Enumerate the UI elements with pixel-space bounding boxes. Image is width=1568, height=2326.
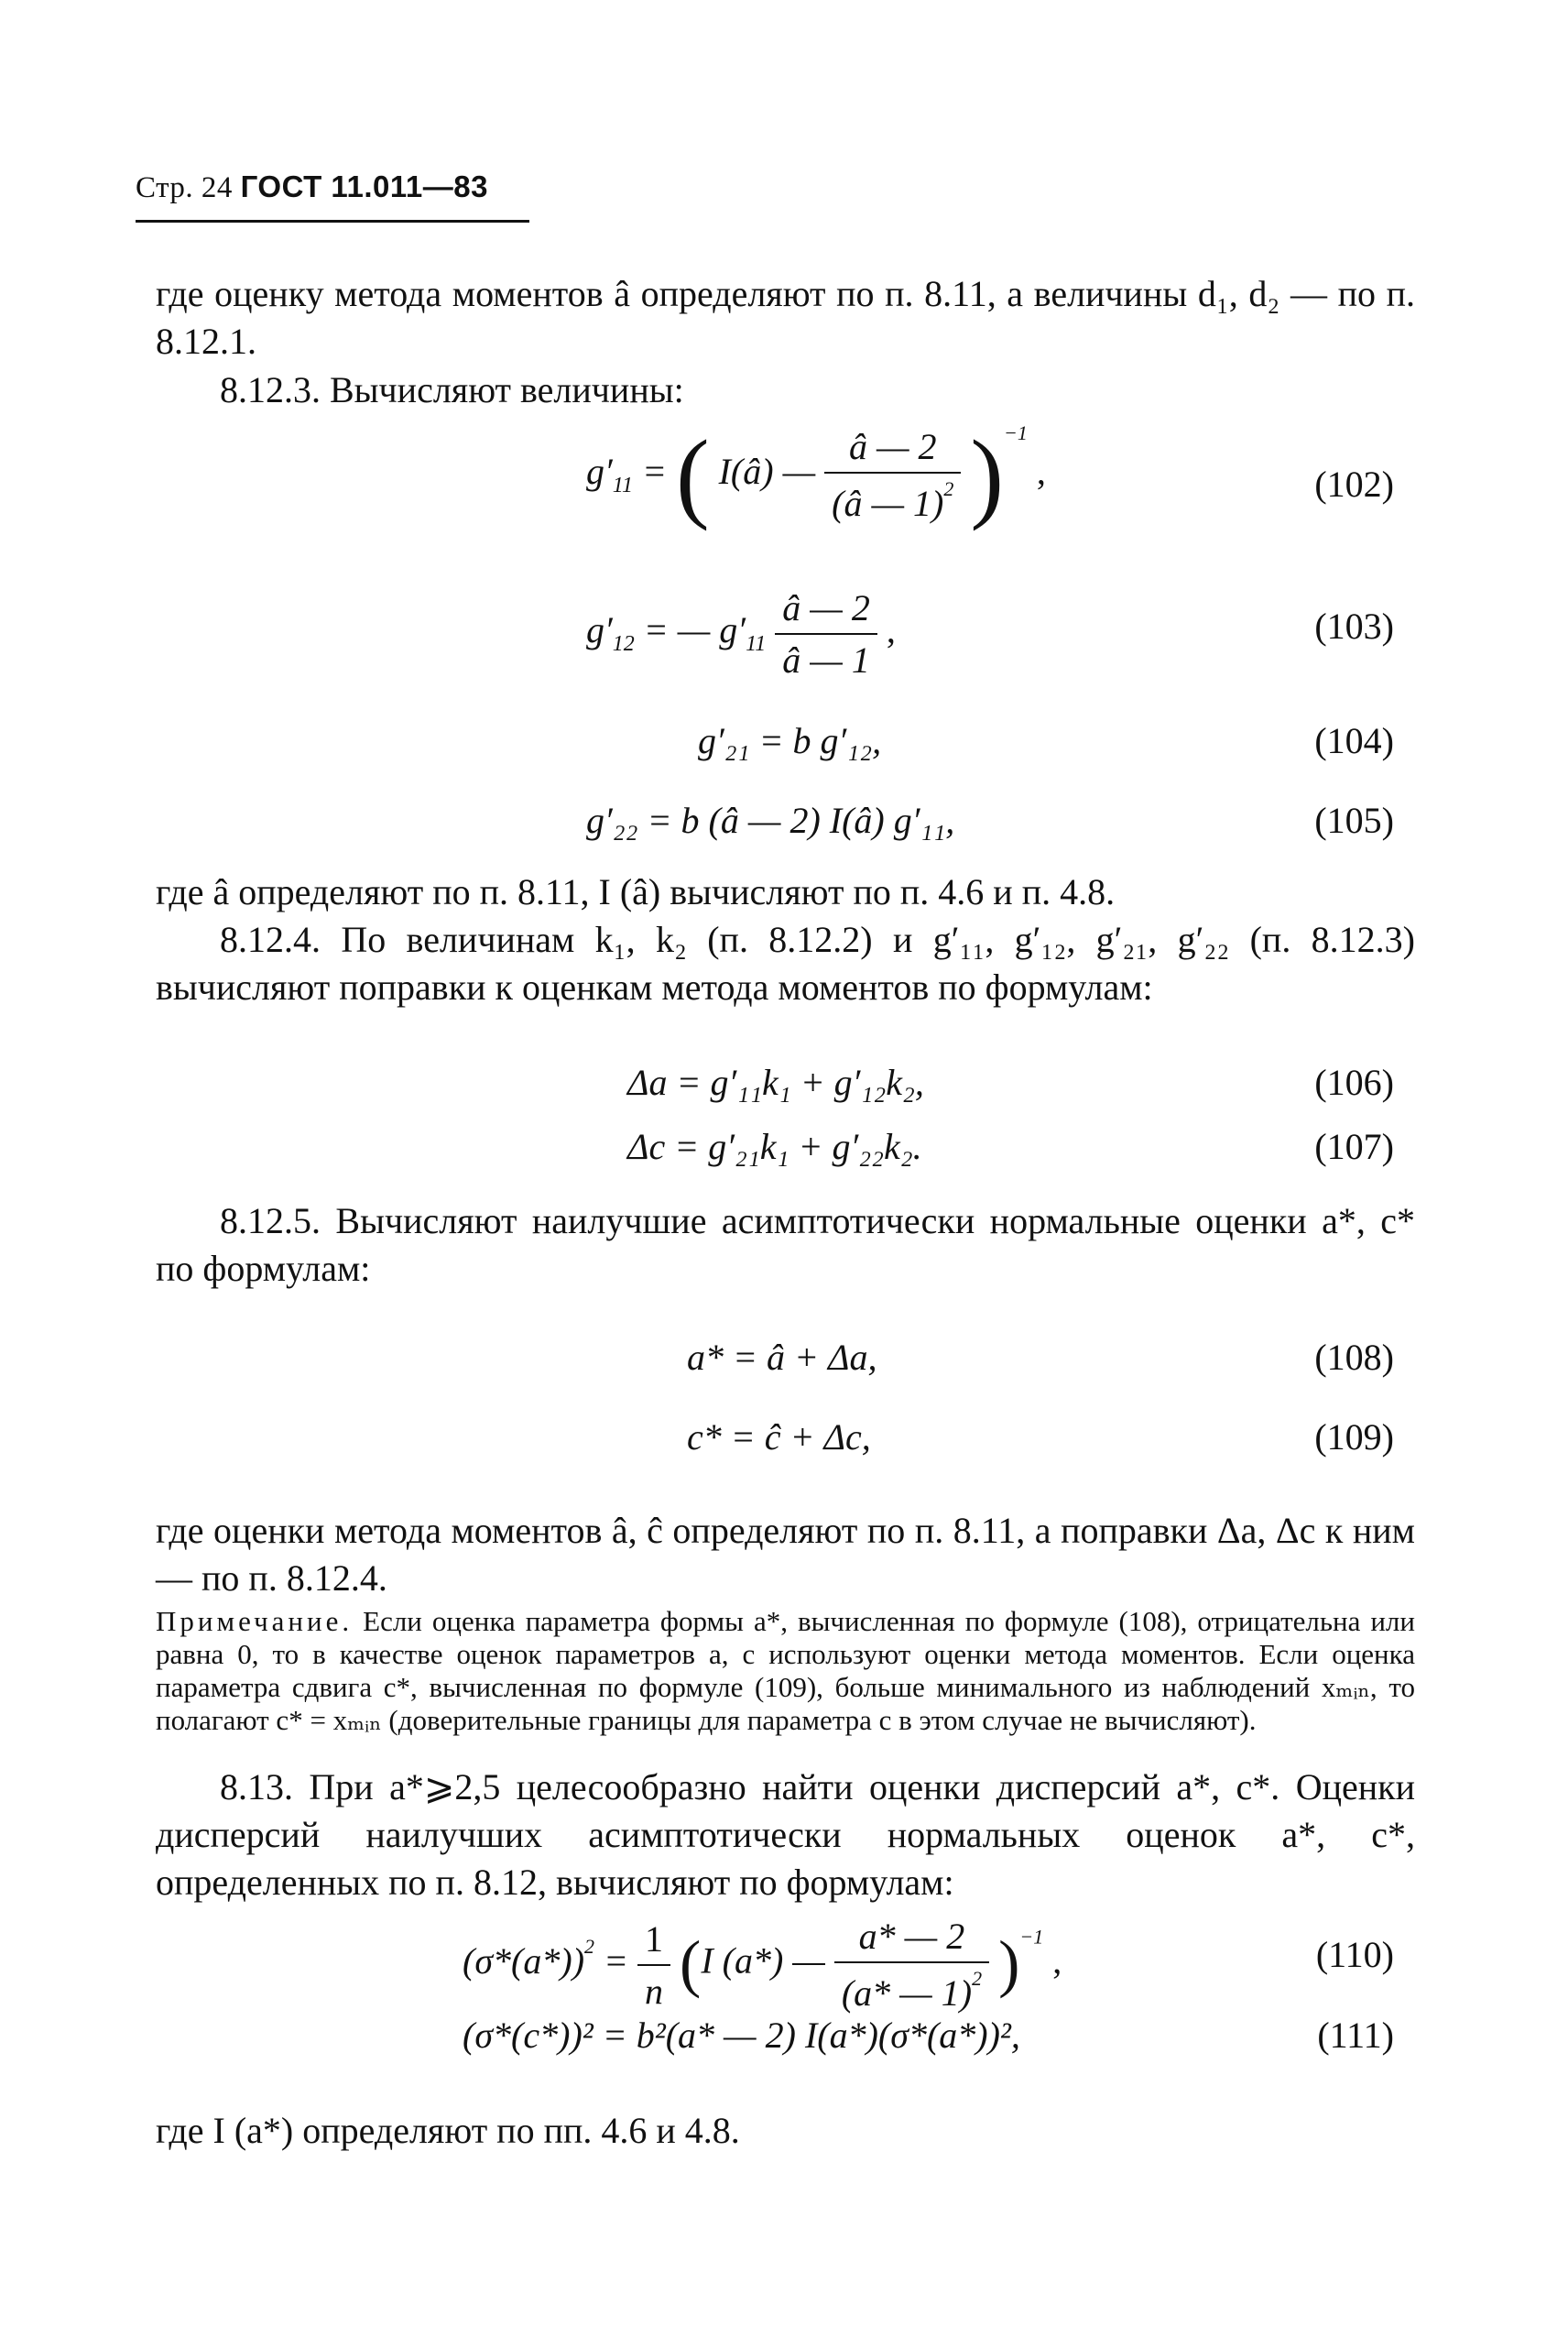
note-label: Примечание.	[156, 1605, 354, 1637]
paragraph-text: где I (a*) определяют по пп. 4.6 и 4.8.	[156, 2110, 740, 2151]
equation-number-105: (105)	[1314, 800, 1394, 841]
formula-109: c* = ĉ + Δc,	[687, 1416, 871, 1458]
equation-number-102: (102)	[1314, 464, 1394, 505]
section-8-12-3-heading	[220, 366, 1410, 414]
section-8-13	[156, 1764, 1415, 1906]
formula-105: g′₂₂ = b (â — 2) I(â) g′₁₁,	[586, 800, 955, 841]
paragraph-text: 8.12.3. Вычисляют величины:	[220, 369, 684, 410]
section-8-12-5	[156, 1197, 1415, 1293]
paragraph-text: 8.13. При a*⩾2,5 целесообразно найти оценки дисперсий a*, c*. Оценки дисперсий наилучших асимптотически нормальных оценок a*, c*, определенных по п. 8.12, вычисляют по формулам:	[156, 1766, 1415, 1903]
page-header	[136, 169, 488, 205]
paragraph-text: 8.12.5. Вычисляют наилучшие асимптотически нормальные оценки a*, c* по формулам:	[156, 1200, 1415, 1289]
note-text: Если оценка параметра формы a*, вычисленная по формуле (108), отрицательна или равна 0, то в качестве оценок параметров a, c используют оценки метода моментов. Если оценка параметра сдвига c*, вычисленная по формуле (109), больше минимального из наблюдений xₘᵢₙ, то полагают c* = xₘᵢₙ (доверительные границы для параметра c в этом случае не вычисляют).	[156, 1605, 1415, 1736]
formula-110: $(\sigma*(a*))^2$ = $\frac{1}{n}$ (I (a*) — $\frac{a* — 2}{(a* — 1)^2}$ )$^{-1}$ ,	[463, 1916, 1062, 2014]
paragraph-text: 8.12.4. По величинам k₁, k₂ (п. 8.12.2) и g′₁₁, g′₁₂, g′₂₁, g′₂₂ (п. 8.12.3) вычисляют поправки к оценкам метода моментов по формулам:	[156, 919, 1416, 1008]
paragraph-after-105	[156, 868, 1415, 916]
header-rule	[136, 220, 529, 223]
paragraph-moment-estimate	[156, 270, 1415, 366]
section-8-12-4	[156, 916, 1415, 1011]
formula-108: a* = â + Δa,	[687, 1337, 877, 1378]
page-number: Стр. 24	[136, 171, 233, 204]
formula-104: g′₂₁ = b g′₁₂,	[698, 720, 882, 761]
standard-number: ГОСТ 11.011—83	[240, 169, 488, 203]
paragraph-text: где оценку метода моментов â определяют по п. 8.11, а величины d₁, d₂ — по п. 8.12.1.	[156, 273, 1415, 362]
equation-number-107: (107)	[1314, 1126, 1394, 1167]
note-block	[156, 1605, 1415, 1737]
formula-103: $g'_{12}$ = — $g'_{11}$ $\frac{â — 2}{â — 1}$ ,	[586, 587, 896, 681]
equation-number-111: (111)	[1317, 2015, 1394, 2056]
equation-number-109: (109)	[1314, 1416, 1394, 1458]
paragraph-text: где оценки метода моментов â, ĉ определяют по п. 8.11, а поправки Δa, Δc к ним — по п. 8.12.4.	[156, 1510, 1415, 1599]
equation-number-106: (106)	[1314, 1062, 1394, 1103]
equation-number-108: (108)	[1314, 1337, 1394, 1378]
paragraph-after-109	[156, 1507, 1415, 1602]
formula-107: Δc = g′₂₁k₁ + g′₂₂k₂.	[627, 1126, 922, 1167]
equation-number-104: (104)	[1314, 720, 1394, 761]
formula-102: $g'_{11}$ = ( I(â) — $\frac{â — 2}{(â — 1)^2}$ )$^{-1}$ ,	[586, 419, 1046, 531]
formula-106: Δa = g′₁₁k₁ + g′₁₂k₂,	[627, 1062, 924, 1103]
paragraph-final	[156, 2107, 1415, 2155]
formula-111: (σ*(c*))² = b²(a* — 2) I(a*)(σ*(a*))²,	[463, 2015, 1020, 2056]
equation-number-103: (103)	[1314, 606, 1394, 647]
paragraph-text: где â определяют по п. 8.11, I (â) вычисляют по п. 4.6 и п. 4.8.	[156, 871, 1116, 912]
equation-number-110: (110)	[1315, 1934, 1394, 1975]
